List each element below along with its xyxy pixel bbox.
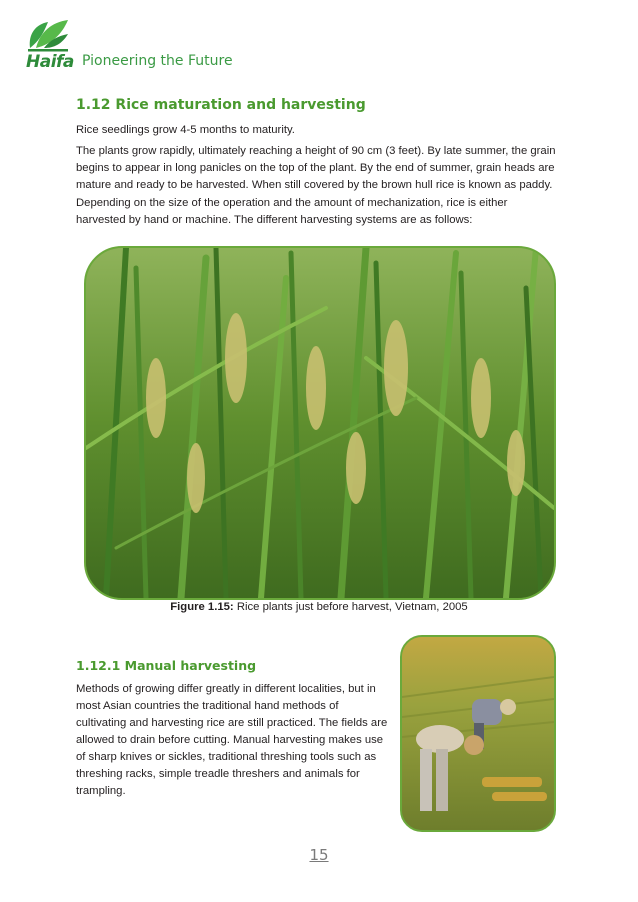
paragraph-1: Rice seedlings grow 4-5 months to maturity. <box>76 124 295 136</box>
logo-wordmark: Haifa <box>26 52 74 72</box>
rice-plants-photo <box>84 246 556 600</box>
subsection-heading: 1.12.1 Manual harvesting <box>76 658 257 673</box>
manual-harvesting-illustration <box>402 637 554 830</box>
section-heading: 1.12 Rice maturation and harvesting <box>76 97 366 113</box>
header <box>26 18 326 70</box>
subsection-paragraph: Methods of growing differ greatly in different localities, but in most Asian countries the traditional hand methods of cultivating and harvesting rice are still practiced. The fields are allowed to drain before cutting. Manual harvesting makes use of sharp knives or sickles, traditional threshing tools such as threshing racks, simple treadle threshers and animals for trampling. <box>76 683 388 797</box>
paragraph-3: Depending on the size of the operation and the amount of mechanization, rice is either harvested by hand or machine. The different harvesting systems are as follows: <box>76 197 508 226</box>
figure-label: Figure 1.15: <box>170 601 234 613</box>
manual-harvesting-photo <box>400 635 556 832</box>
page-number-text: 15 <box>309 846 329 864</box>
figure-caption <box>0 601 638 613</box>
rice-plants-illustration <box>86 248 554 598</box>
paragraph-2: The plants grow rapidly, ultimately reaching a height of 90 cm (3 feet). By late summer, the grain begins to appear in long panicles on the top of the plant. By the end of summer, grain heads are mature and ready to be harvested. When still covered by the brown hull rice is known as paddy. <box>76 145 556 191</box>
haifa-leaf-logo-icon <box>26 18 70 52</box>
page-number <box>0 846 638 864</box>
figure-caption-text: Rice plants just before harvest, Vietnam, 2005 <box>233 601 468 613</box>
tagline: Pioneering the Future <box>82 53 233 69</box>
